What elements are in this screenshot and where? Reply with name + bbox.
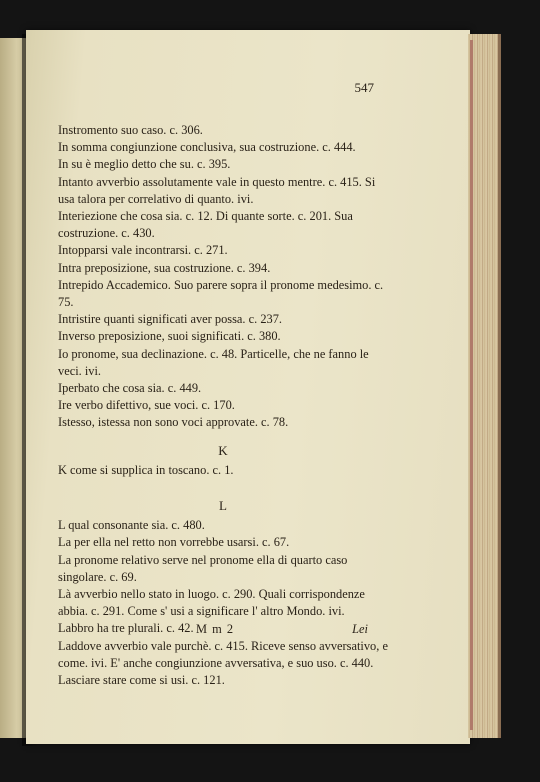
signature-mark: M m 2: [196, 622, 235, 636]
entries-top-list: [58, 122, 388, 432]
index-entry: Io pronome, sua declinazione. c. 48. Particelle, che ne fanno le veci. ivi.: [58, 346, 369, 378]
index-entry: Inverso preposizione, suoi significati. c. 380.: [58, 329, 281, 344]
index-entry: Labbro ha tre plurali. c. 42.: [58, 621, 194, 636]
section-letter-l: L: [219, 498, 227, 514]
index-entries: [58, 122, 388, 689]
index-entry: L qual consonante sia. c. 480.: [58, 518, 205, 533]
index-entry: Intrepido Accademico. Suo parere sopra il pronome medesimo. c. 75.: [58, 277, 384, 310]
index-entry: Intra preposizione, sua costruzione. c. 394.: [58, 260, 271, 275]
catchword: Lei: [352, 622, 368, 636]
index-entry: Lasciare stare come si usi. c. 121.: [58, 673, 225, 688]
index-entry: Intristire quanti significati aver possa. c. 237.: [58, 312, 283, 327]
index-entry: Laddove avverbio vale purchè. c. 415. Riceve senso avversativo, e come. ivi. E' anche congiunzione avversativa, e suo uso. c. 440.: [58, 638, 388, 670]
index-entry: Interiezione che cosa sia. c. 12. Di quante sorte. c. 201. Sua costruzione. c. 430.: [58, 209, 353, 241]
section-letter-k: K: [218, 442, 228, 458]
index-entry: In somma congiunzione conclusiva, sua costruzione. c. 444.: [58, 140, 356, 155]
index-entry: In su è meglio detto che su. c. 395.: [58, 157, 231, 172]
index-entry: Là avverbio nello stato in luogo. c. 290. Quali corrispondenze abbia. c. 291. Come s' usi a significare l' altro Mondo. ivi.: [58, 587, 365, 619]
index-entry: Instromento suo caso. c. 306.: [58, 123, 203, 137]
entries-k-list: [58, 462, 388, 479]
index-entry: La per ella nel retto non vorrebbe usarsi. c. 67.: [58, 535, 290, 550]
index-entry: Intanto avverbio assolutamente vale in questo mentre. c. 415. Si usa talora per correlativo di quanto. ivi.: [58, 174, 376, 206]
index-entry: K come si supplica in toscano. c. 1.: [58, 462, 234, 477]
page-edge-line: [470, 40, 473, 730]
index-entry: Intopparsi vale incontrarsi. c. 271.: [58, 243, 228, 258]
page-number: 547: [354, 80, 374, 95]
index-entry: La pronome relativo serve nel pronome ella di quarto caso singolare. c. 69.: [58, 552, 348, 584]
index-entry: Iperbato che cosa sia. c. 449.: [58, 381, 202, 396]
index-entry: Ire verbo difettivo, sue voci. c. 170.: [58, 398, 235, 413]
entries-l-list: [58, 517, 388, 689]
index-entry: Istesso, istessa non sono voci approvate. c. 78.: [58, 415, 289, 430]
